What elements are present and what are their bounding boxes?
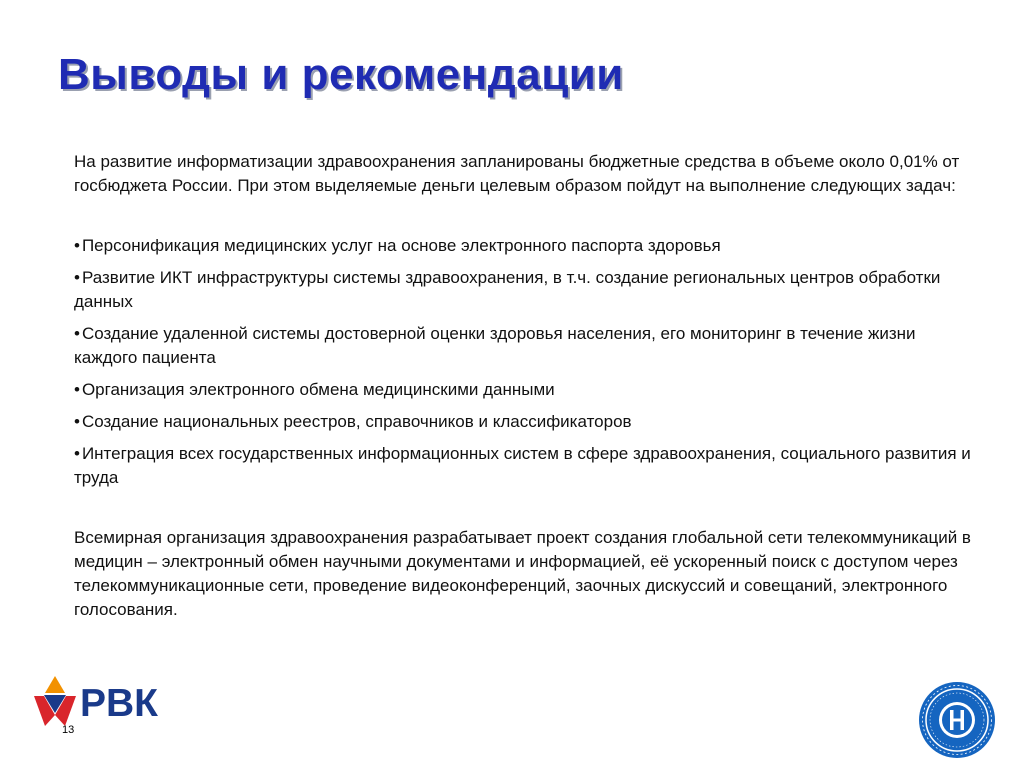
rvk-logo [34,676,164,732]
list-item-text: Развитие ИКТ инфраструктуры системы здравоохранения, в т.ч. создание региональных центров обработки данных [74,268,941,311]
list-item-text: Персонификация медицинских услуг на основе электронного паспорта здоровья [81,236,721,255]
hse-university-seal-icon [917,680,997,760]
slide-content [74,150,974,622]
rvk-triangle-logo-icon [34,676,76,726]
bullet-marker: • [74,412,80,431]
list-item [74,442,974,490]
list-item [74,322,974,370]
page-number: 13 [62,724,75,736]
list-item-text: Создание удаленной системы достоверной оценки здоровья населения, его мониторинг в течение жизни каждого пациента [74,324,916,367]
list-item [74,266,974,314]
list-item-text: Создание национальных реестров, справочников и классификаторов [81,412,632,431]
bullet-marker: • [74,324,80,343]
list-item [74,234,974,258]
list-item-text: Организация электронного обмена медицинскими данными [81,380,555,399]
bullet-marker: • [74,236,80,255]
intro-paragraph: На развитие информатизации здравоохранения запланированы бюджетные средства в объеме около 0,01% от госбюджета России. При этом выделяемые деньги целевым образом пойдут на выполнение следующих задач: [74,152,960,195]
list-item [74,410,974,434]
outro-paragraph: Всемирная организация здравоохранения разрабатывает проект создания глобальной сети телекоммуникаций в медицин – электронный обмен научными документами и информацией, её ускоренный поиск с доступом через телекоммуникационные сети, проведение видеоконференций, заочных дискуссий и совещаний, электронного голосования. [74,528,971,619]
bullet-marker: • [74,444,80,463]
slide-title: Выводы и рекомендации [58,50,624,99]
bullet-marker: • [74,380,80,399]
rvk-wordmark: РВК [80,682,158,725]
task-list [74,234,974,490]
list-item-text: Интеграция всех государственных информационных систем в сфере здравоохранения, социального развития и труда [74,444,971,487]
bullet-marker: • [74,268,80,287]
list-item [74,378,974,402]
